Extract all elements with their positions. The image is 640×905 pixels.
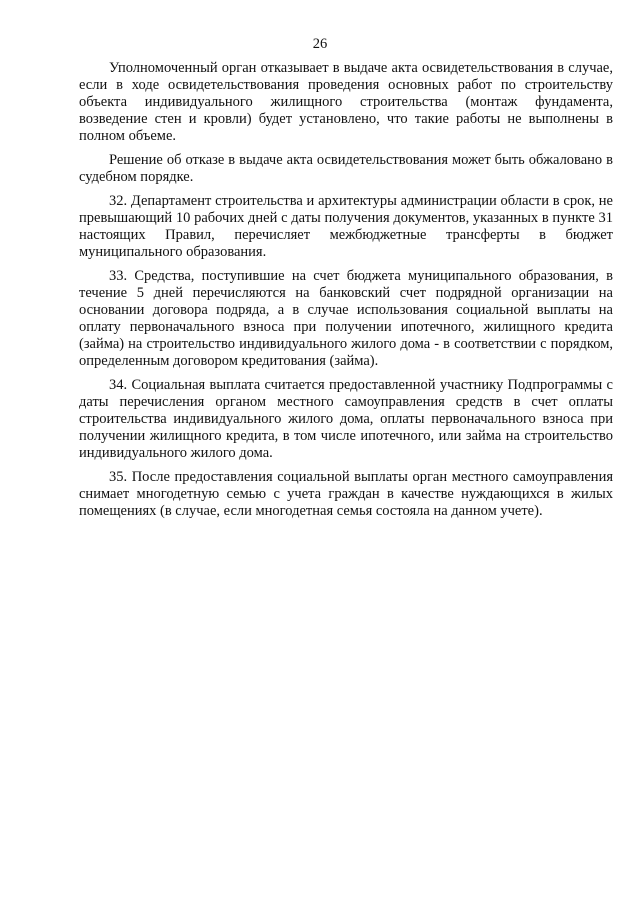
paragraph-33: 33. Средства, поступившие на счет бюджета муниципального образования, в течение 5 дней перечисляются на банковский счет подрядной организации на основании договора подряда, а в случае использования социальной выплаты на оплату первоначального взноса при получении ипотечного, жилищного кредита (займа) на строительство индивидуального жилого дома - в соответствии с порядком, определенным договором кредитования (займа).	[79, 268, 613, 369]
paragraph-certificate-refusal: Уполномоченный орган отказывает в выдаче акта освидетельствования в случае, если в ходе освидетельствования проведения основных работ по строительству объекта индивидуального жилищного строительства (монтаж фундамента, возведение стен и кровли) будет установлено, что такие работы не выполнены в полном объеме.	[79, 60, 613, 144]
paragraph-34: 34. Социальная выплата считается предоставленной участнику Подпрограммы с даты перечисления органом местного самоуправления средств в счет оплаты строительства индивидуального жилого дома, оплаты первоначального взноса при получении жилищного кредита, в том числе ипотечного, или займа на строительство индивидуального жилого дома.	[79, 377, 613, 461]
paragraph-35: 35. После предоставления социальной выплаты орган местного самоуправления снимает многодетную семью с учета граждан в качестве нуждающихся в жилых помещениях (в случае, если многодетная семья состояла на данном учете).	[79, 469, 613, 519]
page-number: 26	[312, 36, 328, 52]
document-body	[79, 60, 613, 520]
paragraph-32: 32. Департамент строительства и архитектуры администрации области в срок, не превышающий 10 рабочих дней с даты получения документов, указанных в пункте 31 настоящих Правил, перечисляет межбюджетные трансферты в бюджет муниципального образования.	[79, 193, 613, 260]
paragraph-appeal: Решение об отказе в выдаче акта освидетельствования может быть обжаловано в судебном порядке.	[79, 152, 613, 185]
